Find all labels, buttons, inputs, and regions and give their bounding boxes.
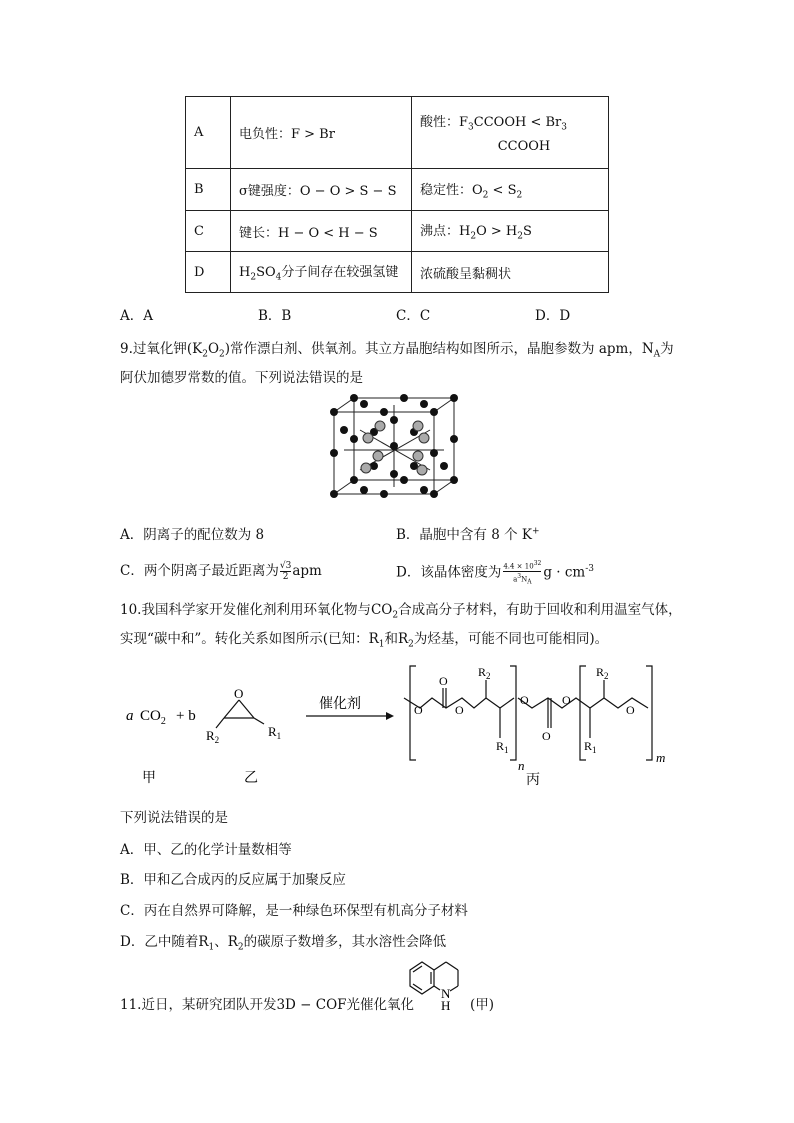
- q9-stem-line1: 9.过氧化钾$(K_2O_2)$常作漂白剂、供氧剂。其立方晶胞结构如图所示，晶胞参数为 apm，$N_A$为: [120, 341, 674, 360]
- q10-stem-line2: 实现“碳中和”。转化关系如图所示(已知：$R_1$和$R_2$为烃基，可能不同也可能相同)。: [120, 631, 609, 650]
- row-key: C: [186, 211, 231, 252]
- row-left: 电负性：F > Br: [231, 97, 412, 169]
- q10-option-c[interactable]: C．丙在自然界可降解，是一种绿色环保型有机高分子材料: [120, 903, 468, 919]
- q10-option-d[interactable]: D．乙中随着$R_1$、$R_2$的碳原子数增多，其水溶性会降低: [120, 934, 447, 953]
- q8-options-table: [185, 96, 609, 293]
- q10-option-a[interactable]: A．甲、乙的化学计量数相等: [120, 842, 292, 858]
- table-row: [186, 97, 609, 169]
- polymer-o-5: O: [542, 729, 551, 743]
- q10-option-b[interactable]: B．甲和乙合成丙的反应属于加聚反应: [120, 872, 346, 888]
- row-key: B: [186, 169, 231, 211]
- tetrahydroquinoline-structure: [404, 950, 474, 1014]
- q11-stem: 11.近日，某研究团队开发3D − COF光催化氧化: [120, 997, 415, 1013]
- label-jia: 甲: [142, 771, 156, 786]
- table-row: [186, 252, 609, 293]
- row-left: $H_2SO_4$分子间存在较强氢键: [231, 252, 412, 293]
- table-row: [186, 169, 609, 211]
- polymer-r2-a: $R_2$: [478, 665, 491, 681]
- q9-option-c[interactable]: C．两个阴离子最近距离为 $\frac{√3}{2}$ apm: [120, 561, 322, 582]
- row-left: σ键强度：O − O > S − S: [231, 169, 412, 211]
- nh-n: N: [441, 986, 451, 1001]
- polymer-r1-a: $R_1$: [496, 739, 509, 755]
- row-right: 浓硫酸呈黏稠状: [412, 252, 609, 293]
- q9-option-a[interactable]: A．阴离子的配位数为 8: [120, 527, 265, 543]
- table-row: [186, 211, 609, 252]
- label-bing: 丙: [526, 773, 540, 788]
- polymer-o-1: O: [414, 703, 423, 717]
- polymer-o-7: O: [626, 703, 635, 717]
- nh-h: H: [441, 998, 451, 1013]
- row-right: 沸点：$H_2O > H_2S$: [412, 211, 609, 252]
- choice-c[interactable]: C．C: [396, 308, 431, 324]
- q10-stem-line1: 10.我国科学家开发催化剂利用环氧化物与$CO_2$合成高分子材料，有助于回收和利用温室气体，: [120, 602, 682, 621]
- q10-prompt: 下列说法错误的是: [120, 810, 228, 826]
- co2-label: $CO_2$: [140, 708, 166, 727]
- row-key: D: [186, 252, 231, 293]
- row-key: A: [186, 97, 231, 169]
- reaction-scheme: [120, 652, 680, 797]
- q9-stem-line2: 阿伏加德罗常数的值。下列说法错误的是: [120, 370, 363, 386]
- polymer-o-3: O: [455, 703, 464, 717]
- q11-label: (甲): [470, 997, 495, 1013]
- crystal-cell-figure: [320, 390, 470, 520]
- plus-b: + b: [176, 708, 196, 724]
- row-left: 键长：H − O < H − S: [231, 211, 412, 252]
- polymer-o-4: O: [520, 693, 529, 707]
- catalyst-label: 催化剂: [319, 697, 361, 712]
- polymer-o-6: O: [562, 693, 571, 707]
- subscript-m: m: [656, 750, 666, 765]
- epoxide-o: O: [234, 686, 244, 701]
- polymer-r1-b: $R_1$: [584, 739, 597, 755]
- coef-a: a: [126, 708, 134, 724]
- q9-option-d[interactable]: D．该晶体密度为 $\frac{4.4 \times 10^{32}}{a^3N_A}$ $g \cdot cm^{-3}$: [396, 560, 594, 587]
- epoxide-r2: $R_2$: [206, 728, 220, 745]
- subscript-n: n: [518, 758, 525, 773]
- row-right: 稳定性：$O_2 < S_2$: [412, 169, 609, 211]
- polymer-o-2: O: [439, 674, 448, 688]
- label-yi: 乙: [244, 771, 258, 786]
- choice-d[interactable]: D．D: [535, 308, 571, 324]
- choice-a[interactable]: A．A: [120, 308, 153, 324]
- polymer-r2-b: $R_2$: [596, 665, 609, 681]
- choice-b[interactable]: B．B: [258, 308, 292, 324]
- q9-option-b[interactable]: B．晶胞中含有 8 个 K+: [396, 526, 540, 543]
- epoxide-r1: $R_1$: [268, 724, 282, 741]
- row-right: 酸性：$F_3CCOOH < Br_3$ CCOOH: [412, 97, 609, 169]
